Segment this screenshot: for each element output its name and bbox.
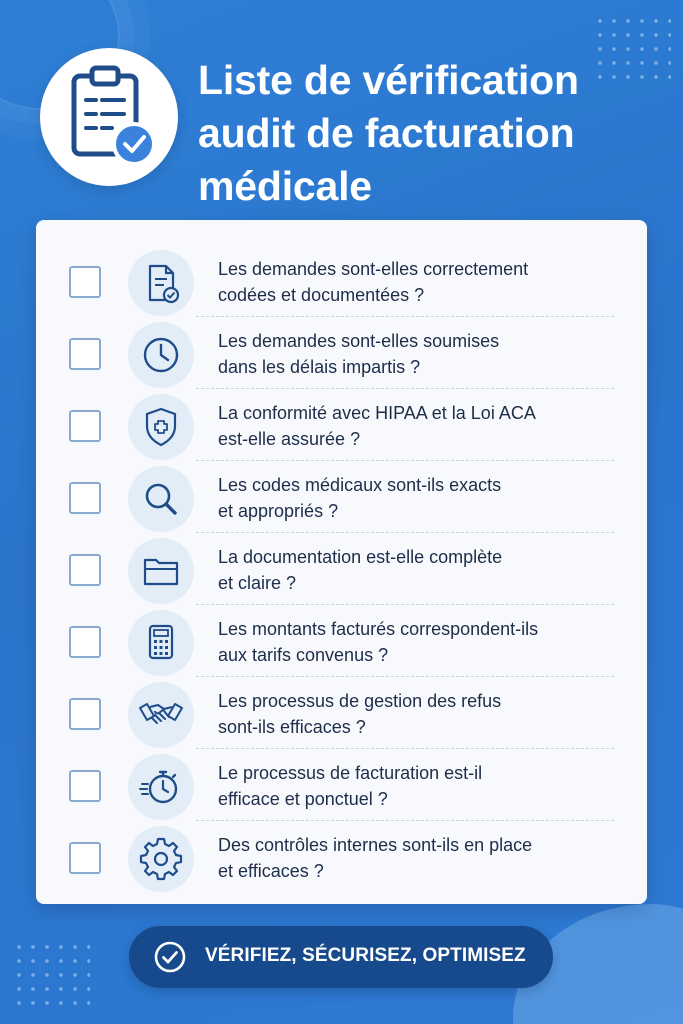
item-text-line: Les demandes sont-elles soumises: [218, 331, 500, 351]
title-line: médicale: [198, 163, 372, 209]
item-text-line: aux tarifs convenus ?: [218, 645, 389, 665]
checklist-item-text: [218, 256, 628, 308]
checklist-checkbox[interactable]: [69, 842, 101, 874]
item-text-line: Le processus de facturation est-il: [218, 763, 483, 783]
handshake-icon: [128, 682, 194, 748]
checklist-item-text: [218, 544, 628, 596]
clock-icon: [128, 322, 194, 388]
item-text-line: et claire ?: [218, 573, 297, 593]
footer-slogan-text: VÉRIFIEZ, SÉCURISEZ, OPTIMISEZ: [205, 945, 526, 966]
item-text-line: efficace et ponctuel ?: [218, 789, 388, 809]
checklist-item-text: [218, 616, 628, 668]
footer-slogan-banner: [129, 926, 553, 988]
checklist-item: [36, 460, 647, 532]
checklist-item-text: [218, 760, 628, 812]
checklist-item: [36, 316, 647, 388]
item-text-line: La documentation est-elle complète: [218, 547, 503, 567]
checklist-checkbox[interactable]: [69, 410, 101, 442]
item-text-line: et appropriés ?: [218, 501, 339, 521]
checklist-item: [36, 604, 647, 676]
checklist-checkbox[interactable]: [69, 338, 101, 370]
checklist-item-text: [218, 328, 628, 380]
checklist-item: [36, 388, 647, 460]
check-circle-icon: [153, 940, 187, 974]
item-text-line: dans les délais impartis ?: [218, 357, 421, 377]
clipboard-check-icon: [40, 48, 178, 186]
title-line: audit de facturation: [198, 110, 575, 156]
folder-icon: [128, 538, 194, 604]
checklist-item: [36, 244, 647, 316]
item-text-line: Les montants facturés correspondent-ils: [218, 619, 539, 639]
checklist-item-text: [218, 832, 628, 884]
item-text-line: est-elle assurée ?: [218, 429, 361, 449]
item-text-line: Les demandes sont-elles correctement: [218, 259, 529, 279]
item-text-line: sont-ils efficaces ?: [218, 717, 366, 737]
checklist-item-text: [218, 400, 628, 452]
dot-pattern-decoration: [12, 940, 90, 1010]
checklist-checkbox[interactable]: [69, 770, 101, 802]
checklist-checkbox[interactable]: [69, 698, 101, 730]
checklist-checkbox[interactable]: [69, 554, 101, 586]
item-text-line: Les processus de gestion des refus: [218, 691, 502, 711]
stopwatch-icon: [128, 754, 194, 820]
checklist-item: [36, 748, 647, 820]
item-text-line: Les codes médicaux sont-ils exacts: [218, 475, 502, 495]
item-text-line: Des contrôles internes sont-ils en place: [218, 835, 533, 855]
checklist-item: [36, 532, 647, 604]
checklist-item-text: [218, 472, 628, 524]
checklist-item: [36, 820, 647, 892]
shield-cross-icon: [128, 394, 194, 460]
title-line: Liste de vérification: [198, 57, 579, 103]
checklist-checkbox[interactable]: [69, 482, 101, 514]
checklist-item-text: [218, 688, 628, 740]
magnifier-icon: [128, 466, 194, 532]
checklist-card: [36, 220, 647, 904]
item-text-line: codées et documentées ?: [218, 285, 425, 305]
checklist-item: [36, 676, 647, 748]
checklist-checkbox[interactable]: [69, 266, 101, 298]
gear-icon: [128, 826, 194, 892]
checklist-checkbox[interactable]: [69, 626, 101, 658]
calculator-icon: [128, 610, 194, 676]
item-text-line: La conformité avec HIPAA et la Loi ACA: [218, 403, 536, 423]
item-text-line: et efficaces ?: [218, 861, 324, 881]
page-title: [198, 54, 668, 213]
document-check-icon: [128, 250, 194, 316]
